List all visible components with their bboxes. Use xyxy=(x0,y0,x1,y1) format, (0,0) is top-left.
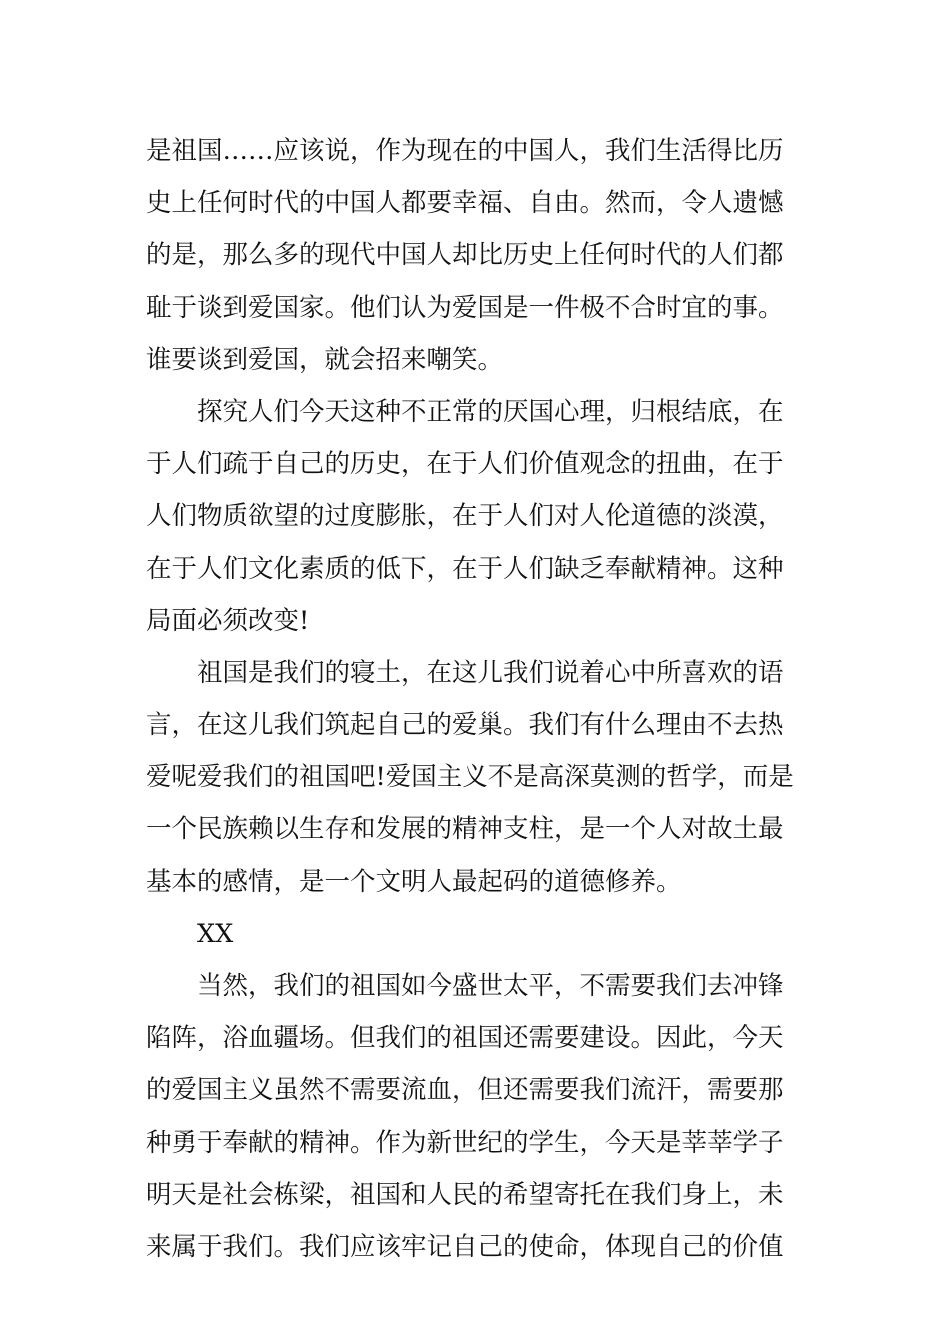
paragraph-2-line-3: 人们物质欲望的过度膨胀，在于人们对人伦道德的淡漠， xyxy=(146,501,784,532)
paragraph-5-line-6: 来属于我们。我们应该牢记自己的使命，体现自己的价值 xyxy=(146,1231,784,1262)
paragraph-3-line-5: 基本的感情，是一个文明人最起码的道德修养。 xyxy=(146,866,682,897)
paragraph-2-line-1: 探究人们今天这种不正常的厌国心理，归根结底，在 xyxy=(197,396,784,427)
paragraph-1-line-1: 是祖国……应该说，作为现在的中国人，我们生活得比历 xyxy=(146,136,784,166)
paragraph-5-line-1: 当然，我们的祖国如今盛世太平，不需要我们去冲锋 xyxy=(197,971,784,1001)
paragraph-3-line-2: 言，在这儿我们筑起自己的爱巢。我们有什么理由不去热 xyxy=(146,710,784,741)
paragraph-3-line-4: 一个民族赖以生存和发展的精神支柱，是一个人对故土最 xyxy=(146,814,784,845)
paragraph-2-line-5: 局面必须改变! xyxy=(146,605,310,636)
paragraph-5-line-3: 的爱国主义虽然不需要流血，但还需要我们流汗，需要那 xyxy=(146,1075,784,1106)
placeholder-text: XX xyxy=(197,918,234,949)
paragraph-5-line-4: 种勇于奉献的精神。作为新世纪的学生，今天是莘莘学子 xyxy=(146,1127,784,1158)
paragraph-3-line-3: 爱呢爱我们的祖国吧!爱国主义不是高深莫测的哲学，而是 xyxy=(146,762,794,793)
paragraph-5-line-5: 明天是社会栋梁，祖国和人民的希望寄托在我们身上，未 xyxy=(146,1179,784,1210)
paragraph-2-line-4: 在于人们文化素质的低下，在于人们缺乏奉献精神。这种 xyxy=(146,553,784,584)
paragraph-1-line-3: 的是，那么多的现代中国人却比历史上任何时代的人们都 xyxy=(146,240,784,271)
document-body xyxy=(146,127,816,1275)
paragraph-2-line-2: 于人们疏于自己的历史，在于人们价值观念的扭曲，在于 xyxy=(146,449,784,480)
paragraph-5-line-2: 陷阵，浴血疆场。但我们的祖国还需要建设。因此，今天 xyxy=(146,1023,784,1054)
paragraph-1-line-4: 耻于谈到爱国家。他们认为爱国是一件极不合时宜的事。 xyxy=(146,292,784,323)
paragraph-1-line-5: 谁要谈到爱国，就会招来嘲笑。 xyxy=(146,344,504,375)
paragraph-3-line-1: 祖国是我们的寝土，在这儿我们说着心中所喜欢的语 xyxy=(197,657,784,688)
paragraph-1-line-2: 史上任何时代的中国人都要幸福、自由。然而，令人遗憾 xyxy=(146,188,784,219)
